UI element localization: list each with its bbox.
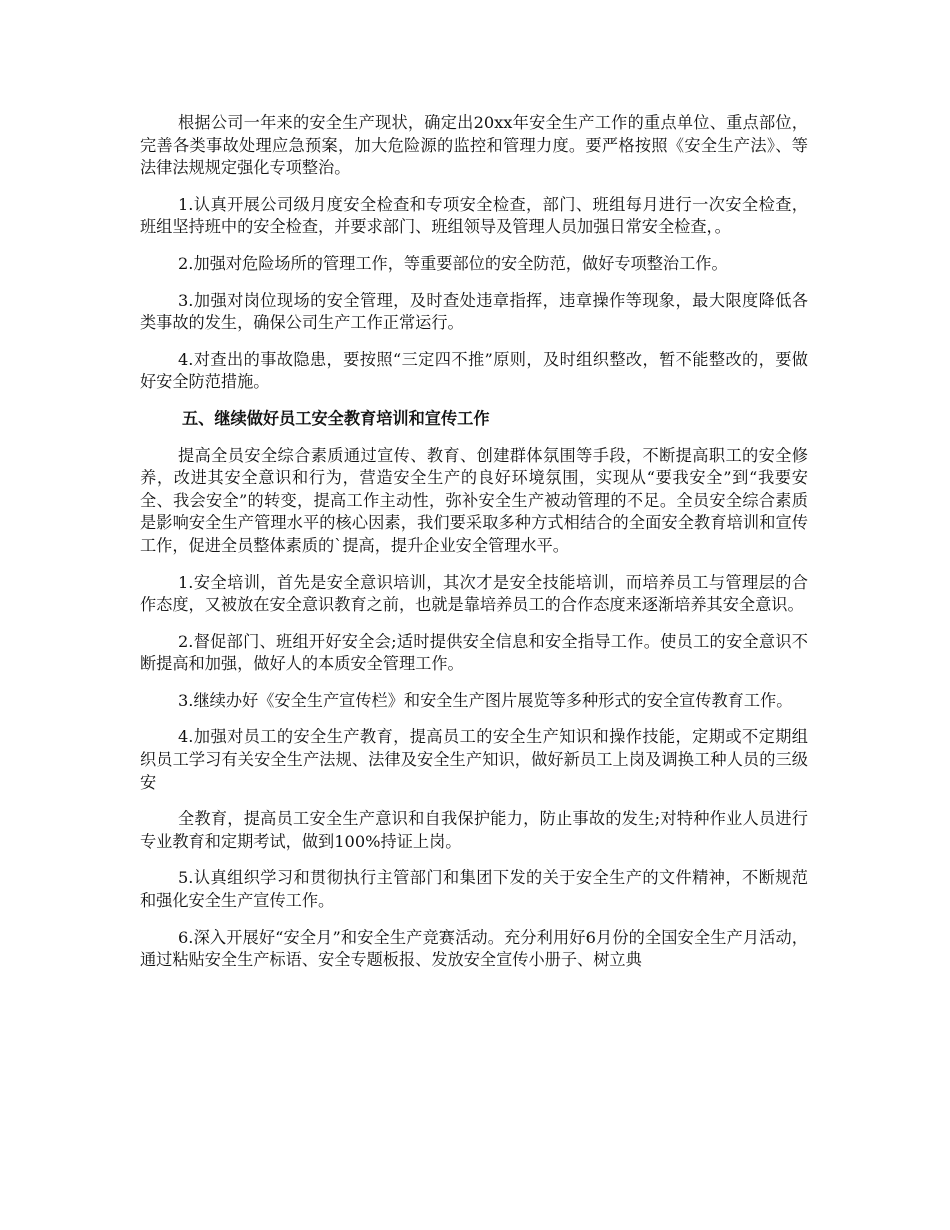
- paragraph-item-2: 2.加强对危险场所的管理工作，等重要部位的安全防范，做好专项整治工作。: [178, 253, 728, 273]
- paragraph-training-3: 3.继续办好《安全生产宣传栏》和安全生产图片展览等多种形式的安全宣传教育工作。: [178, 690, 793, 710]
- document-page: [140, 112, 808, 986]
- paragraph-item-1: 1.认真开展公司级月度安全检查和专项安全检查，部门、班组每月进行一次安全检查，班组坚持班中的安全检查，并要求部门、班组领导及管理人员加强日常安全检查，。: [140, 194, 808, 237]
- paragraph-item-3: 3.加强对岗位现场的安全管理，及时查处违章指挥，违章操作等现象，最大限度降低各类事故的发生，确保公司生产工作正常运行。: [140, 290, 808, 333]
- paragraph-training-5: 5.认真组织学习和贯彻执行主管部门和集团下发的关于安全生产的文件精神，不断规范和强化安全生产宣传工作。: [140, 868, 808, 911]
- section-heading-5: 五、继续做好员工安全教育培训和宣传工作: [182, 408, 490, 428]
- paragraph-item-4: 4.对查出的事故隐患，要按照“三定四不推”原则，及时组织整改，暂不能整改的，要做好安全防范措施。: [140, 349, 808, 392]
- paragraph-training-6: 6.深入开展好“安全月”和安全生产竞赛活动。充分利用好6月份的全国安全生产月活动，通过粘贴安全生产标语、安全专题板报、发放安全宣传小册子、树立典: [140, 927, 808, 970]
- paragraph-training-1: 1.安全培训，首先是安全意识培训，其次才是安全技能培训，而培养员工与管理层的合作态度，又被放在安全意识教育之前，也就是靠培养员工的合作态度来逐渐培养其安全意识。: [140, 572, 808, 615]
- paragraph-training-4: 4.加强对员工的安全生产教育，提高员工的安全生产知识和操作技能，定期或不定期组织员工学习有关安全生产法规、法律及安全生产知识，做好新员工上岗及调换工种人员的三级安: [140, 727, 808, 792]
- paragraph-intro: 根据公司一年来的安全生产现状，确定出20xx年安全生产工作的重点单位、重点部位，完善各类事故处理应急预案，加大危险源的监控和管理力度。要严格按照《安全生产法》、等法律法规规定强化专项整治。: [140, 113, 808, 178]
- paragraph-section-5-intro: 提高全员安全综合素质通过宣传、教育、创建群体氛围等手段，不断提高职工的安全修养，改进其安全意识和行为，营造安全生产的良好环境氛围，实现从“要我安全”到“我要安全、我会安全”的转变，提高工作主动性，弥补安全生产被动管理的不足。全员安全综合素质是影响安全生产管理水平的核心因素，我们要采取多种方式相结合的全面安全教育培训和宣传工作，促进全员整体素质的`提高，提升企业安全管理水平。: [140, 445, 808, 555]
- paragraph-training-2: 2.督促部门、班组开好安全会;适时提供安全信息和安全指导工作。使员工的安全意识不断提高和加强，做好人的本质安全管理工作。: [140, 631, 808, 674]
- paragraph-training-4-continued: 全教育，提高员工安全生产意识和自我保护能力，防止事故的发生;对特种作业人员进行专业教育和定期考试，做到100%持证上岗。: [140, 809, 808, 851]
